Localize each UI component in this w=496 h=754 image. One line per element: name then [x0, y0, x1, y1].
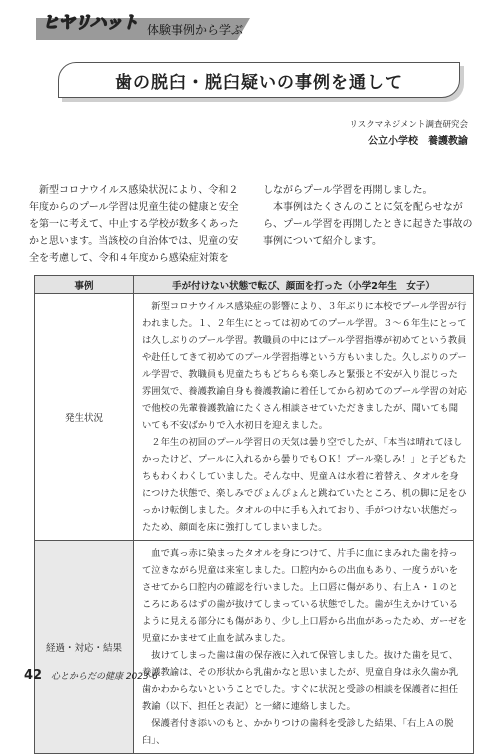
title-box [58, 62, 460, 98]
author-name: 公立小学校 養護教諭 [368, 136, 468, 147]
response-paragraph: 血で真っ赤に染まったタオルを身につけて、片手に血にまみれた歯を持って泣きながら児童は来室しました。口腔内からの出血もあり、一度うがいをさせてから口腔内の確認を行いました。上口唇に傷があり、右上Ａ・１のところにあるはずの歯が抜けてしまっている状態でした。歯が生えかけているように見える部分にも傷があり、少し上口唇から出血があったため、ガーゼを児童にかませて止血を試みました。 [142, 548, 467, 644]
intro-paragraph: 新型コロナウイルス感染状況により、令和２年度からのプール学習は児童生徒の健康と安全を第一に考えて、中止する学校が数多くあったかと思います。当該校の自治体では、児童の安全を考慮して、令和４年度から感染症対策を [29, 185, 239, 264]
series-brand: ヒヤリハット [42, 13, 138, 33]
table-row [35, 294, 474, 541]
series-subtitle: 体験事例から学ぶ [147, 23, 244, 37]
intro-paragraph: 本事例はたくさんのことに気を配らせながら、プール学習を再開したときに起きた事故の事例について紹介します。 [263, 202, 473, 247]
response-paragraph: 抜けてしまった歯は歯の保存液に入れて保管しました。抜けた歯を見て、養護教諭は、その形状から乳歯かなと思いましたが、児童自身は永久歯か乳歯かわからないということでした。すぐに状況と受診の相談を保護者に担任教諭（以下、担任と表記）と一緒に連絡しました。 [142, 650, 459, 712]
response-paragraph: 保護者付き添いのもと、かかりつけの歯科を受診した結果、「右上Ａの脱臼」、 [142, 718, 454, 746]
article-title: 歯の脱臼・脱臼疑いの事例を通して [115, 73, 403, 93]
row-label-situation: 発生状況 [35, 294, 134, 541]
page-number: 42 [24, 668, 43, 683]
situation-paragraph: 新型コロナウイルス感染症の影響により、３年ぶりに本校でプール学習が行われました。１、２年生にとっては初めてのプール学習。３〜６年生にとっては久しぶりのプール学習。教職員の中にはプール学習指導が初めてという教員や赴任してきて初めてのプール学習指導という方もいました。久しぶりのプール学習で、教職員も児童たちもどちらも楽しみと緊張と不安が入り混じった雰囲気で、養護教諭自身も養護教諭に着任してから初めてのプール学習の対応で他校の先輩養護教諭にたくさん相談させていただきましたが、聞いても聞いても不安ばかりで入水初日を迎えました。 [142, 301, 467, 431]
table-header-row [35, 276, 474, 294]
intro-left-column [29, 182, 248, 267]
row-content-situation [134, 294, 474, 541]
intro-right-column [263, 182, 475, 250]
header-title: 手が付けない状態で転び、顔面を打った（小学2年生 女子） [134, 276, 474, 294]
header-label: 事例 [35, 276, 134, 294]
author-organization: リスクマネジメント調査研究会 [349, 120, 468, 130]
magazine-name: 心とからだの健康 2023-6 [50, 672, 158, 682]
series-banner [36, 8, 250, 44]
row-content-response [134, 541, 474, 754]
table-row [35, 541, 474, 754]
intro-paragraph: しながらプール学習を再開しました。 [263, 185, 433, 196]
situation-paragraph: ２年生の初回のプール学習日の天気は曇り空でしたが、「本当は晴れてほしかったけど、プールに入れるから曇りでもＯＫ！プール楽しみ！」と子どもたちもわくわくしていました。そんな中、児童Ａは水着に着替え、タオルを身につけた状態で、楽しみでぴょんぴょんと跳ねていたところ、机の脚に足をひっかけ転倒しました。タオルの中に手も入れており、手がつけない状態だったため、顔面を床に強打してしまいました。 [142, 437, 467, 533]
page-footer [24, 668, 158, 683]
row-label-response: 経過・対応・結果 [35, 541, 134, 754]
